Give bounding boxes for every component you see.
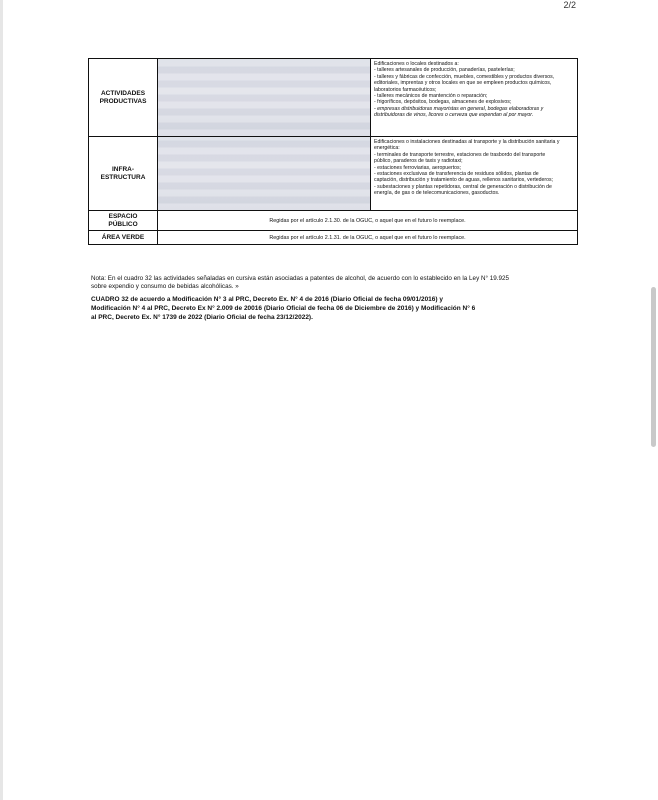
category-cell: ACTIVIDADES PRODUCTIVAS: [89, 59, 158, 137]
category-cell: ESPACIO PÚBLICO: [89, 211, 158, 231]
page-left-edge: [0, 0, 3, 800]
table-row-public-space: [89, 211, 578, 231]
description-cell: Edificaciones o locales destinados a: - talleres artesanales de producción, panaderías, pastelerías; - talleres y fábricas de confección, muebles, comestibles y productos diversos, editoriales, imprentas y otros locales en que se empleen productos químicos, laboratorios farmacéuticos; - talleres mecánicos de mantención o reparación; - frigoríficos, depósitos, bodegas, almacenes de explosivos; - empresas distribuidoras mayoristas en general, bodegas elaboradoras y distribuidoras de vinos, licores o cerveza que expendan al por mayor.: [371, 59, 578, 137]
table-row-green-area: [89, 231, 578, 245]
category-cell: INFRA- ESTRUCTURA: [89, 137, 158, 211]
cuadro-reference: CUADRO 32 de acuerdo a Modificación N° 3 al PRC, Decreto Ex. N° 4 de 2016 (Diario Oficial de fecha 09/01/2016) y Modificación N° 4 al PRC, Decreto Ex N° 2.009 de 20016 (Diario Oficial de fecha 06 de Diciembre de 2016) y Modificación N° 6 al PRC, Decreto Ex. N° 1739 de 2022 (Diario Oficial de fecha 23/12/2022).: [91, 296, 476, 321]
merged-text-cell: Regidas por el artículo 2.1.30. de la OGUC, o aquel que en el futuro lo reemplace.: [158, 211, 578, 231]
merged-text-cell: Regidas por el artículo 2.1.31. de la OGUC, o aquel que en el futuro lo reemplace.: [158, 231, 578, 245]
zoning-table: [88, 58, 578, 245]
table-note: Nota: En el cuadro 32 las actividades señaladas en cursiva están asociadas a patentes de alcohol, de acuerdo con lo establecido en la Ley N° 19.925 sobre expendio y consumo de bebidas alcohólicas. »: [91, 275, 510, 290]
redacted-cell: [158, 59, 371, 137]
category-cell: ÁREA VERDE: [89, 231, 158, 245]
description-cell: Edificaciones o instalaciones destinadas al transporte y la distribución sanitaria y energética: - terminales de transporte terrestre, estaciones de trasbordo del transporte público, paraderos de taxis y radiotaxi; - estaciones ferroviarias, aeropuertos; - estaciones exclusivas de transferencia de residuos sólidos, plantas de captación, distribución y tratamiento de aguas, rellenos sanitarios, vertederos; - subestaciones y plantas repetidoras, central de generación o distribución de energía, de gas o de telecomunicaciones, gasoductos.: [371, 137, 578, 211]
table-row-infrastructure: [89, 137, 578, 211]
redacted-cell: [158, 137, 371, 211]
scrollbar-thumb[interactable]: [651, 287, 656, 447]
table-row-productive: [89, 59, 578, 137]
page-number: 2/2: [563, 0, 576, 10]
